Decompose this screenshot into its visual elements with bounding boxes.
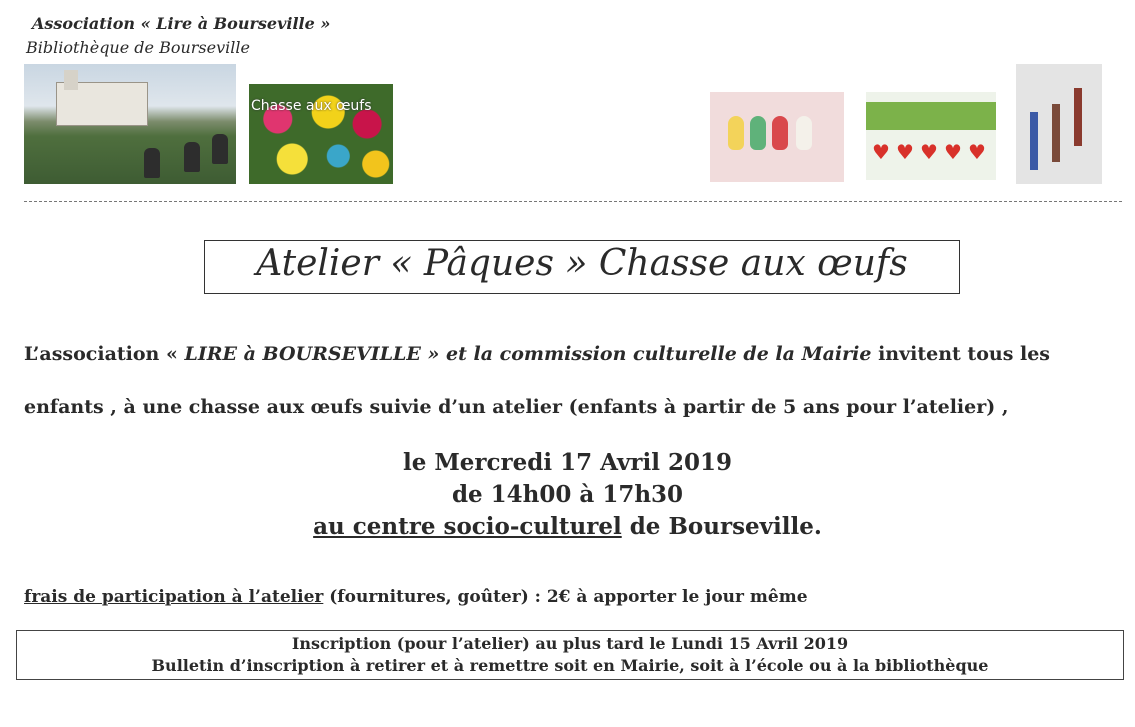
heart-icon: ♥ [920,140,938,164]
intro-line-2: enfants , à une chasse aux œufs suivie d’un atelier (enfants à partir de 5 ans pour l’atelier) , [24,396,1009,418]
intro-line-1 [24,343,1050,365]
event-place-venue: au centre socio-culturel [313,513,622,540]
easter-eggs-photo [249,84,393,184]
separator-line [24,201,1122,202]
heart-icon: ♥ [944,140,962,164]
association-name: Association « Lire à Bourseville » [32,14,331,33]
title-box [204,240,960,294]
clothespin-craft [1052,104,1060,162]
intro-line-1-end: invitent tous les [871,343,1051,365]
garland-band [866,102,996,130]
heart-icon: ♥ [872,140,890,164]
clothespin-crafts-photo [1016,64,1102,184]
inscription-instructions: Bulletin d’inscription à retirer et à remettre soit en Mairie, soit à l’école ou à la bibliothèque [151,656,989,675]
inscription-box [16,630,1124,680]
village-photo [24,64,236,184]
clothespin-craft [1074,88,1082,146]
event-time: de 14h00 à 17h30 [451,481,684,508]
intro-line-1-start: L’association « [24,343,185,365]
church-tower [64,70,78,90]
intro-line-1-italic: LIRE à BOURSEVILLE » et la commission culturelle de la Mairie [184,343,872,365]
bunny-crafts-photo [710,92,844,182]
child-figure [212,134,228,164]
heart-icon: ♥ [896,140,914,164]
library-name: Bibliothèque de Bourseville [26,38,250,57]
event-place [0,513,1135,540]
bunny-craft [750,116,766,150]
child-figure [184,142,200,172]
fees-detail: (fournitures, goûter) : 2€ à apporter le jour même [323,587,808,607]
bunny-craft [772,116,788,150]
inscription-deadline: Inscription (pour l’atelier) au plus tard le Lundi 15 Avril 2019 [291,634,849,653]
heart-garland-photo [866,92,996,180]
page-title: Atelier « Pâques » Chasse aux œufs [256,243,908,284]
bunny-craft [796,116,812,150]
event-place-town: de Bourseville. [621,513,822,540]
fees-line [24,587,808,607]
eggs-photo-caption: Chasse aux œufs [251,98,372,114]
heart-icon: ♥ [968,140,986,164]
clothespin-craft [1030,112,1038,170]
child-figure [144,148,160,178]
event-date: le Mercredi 17 Avril 2019 [402,449,733,476]
bunny-craft [728,116,744,150]
fees-label: frais de participation à l’atelier [24,587,324,607]
